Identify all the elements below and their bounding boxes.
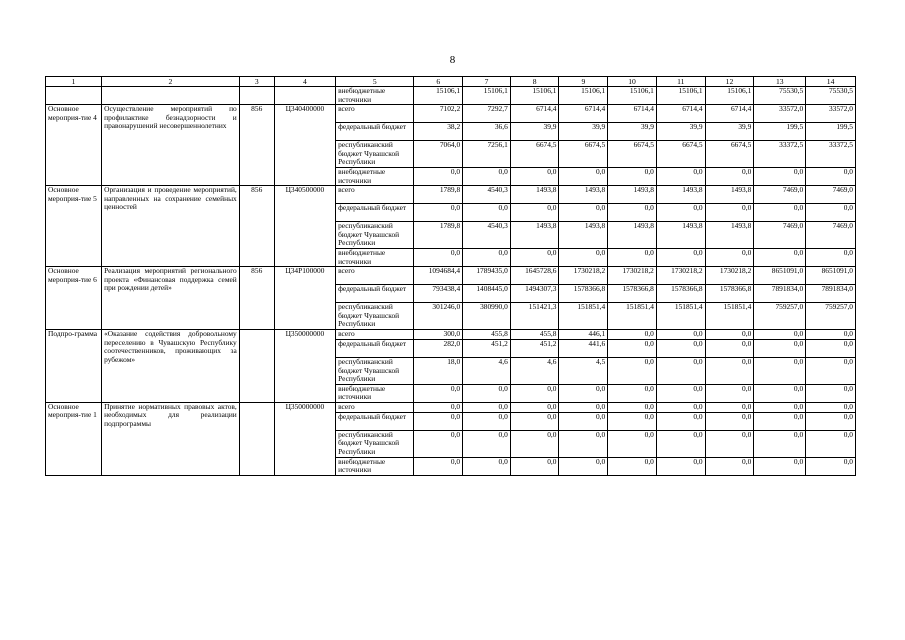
cell-value: 0,0 bbox=[559, 248, 608, 266]
cell-name bbox=[102, 87, 240, 105]
cell-value: 15106,1 bbox=[705, 87, 754, 105]
column-header: 8 bbox=[510, 77, 559, 87]
cell-value: 75530,5 bbox=[806, 87, 856, 105]
cell-value: 38,2 bbox=[414, 123, 463, 141]
cell-value: 0,0 bbox=[608, 384, 657, 402]
cell-value: 15106,1 bbox=[656, 87, 705, 105]
cell-value: 0,0 bbox=[414, 204, 463, 222]
cell-value: 15106,1 bbox=[510, 87, 559, 105]
cell-value: 6674,5 bbox=[559, 141, 608, 168]
table-row bbox=[46, 329, 856, 339]
table-row bbox=[46, 105, 856, 123]
cell-value: 793438,4 bbox=[414, 285, 463, 303]
cell-name: Осуществление мероприятий по профилактике безнадзорности и правонарушений несовершеннолетних bbox=[102, 105, 240, 186]
cell-value: 1730218,2 bbox=[656, 267, 705, 285]
cell-value: 0,0 bbox=[754, 248, 806, 266]
cell-source: федеральный бюджет bbox=[336, 339, 414, 357]
cell-grbs bbox=[239, 329, 274, 402]
column-header: 7 bbox=[463, 77, 511, 87]
cell-value: 1730218,2 bbox=[705, 267, 754, 285]
cell-value: 0,0 bbox=[463, 248, 511, 266]
cell-value: 0,0 bbox=[608, 457, 657, 475]
cell-source: внебюджетные источники bbox=[336, 384, 414, 402]
cell-value: 151851,4 bbox=[656, 303, 705, 330]
column-header: 10 bbox=[608, 77, 657, 87]
cell-value: 33372,5 bbox=[806, 141, 856, 168]
cell-value: 0,0 bbox=[806, 357, 856, 384]
cell-source: всего bbox=[336, 329, 414, 339]
cell-value: 6714,4 bbox=[656, 105, 705, 123]
cell-source: всего bbox=[336, 105, 414, 123]
cell-value: 446,1 bbox=[559, 329, 608, 339]
cell-value: 0,0 bbox=[463, 204, 511, 222]
cell-value: 1578366,8 bbox=[705, 285, 754, 303]
cell-value: 75530,5 bbox=[754, 87, 806, 105]
cell-source: федеральный бюджет bbox=[336, 412, 414, 430]
column-header: 6 bbox=[414, 77, 463, 87]
cell-value: 0,0 bbox=[656, 357, 705, 384]
cell-value: 0,0 bbox=[754, 357, 806, 384]
cell-value: 0,0 bbox=[510, 412, 559, 430]
cell-value: 15106,1 bbox=[463, 87, 511, 105]
cell-value: 6714,4 bbox=[510, 105, 559, 123]
cell-value: 0,0 bbox=[608, 430, 657, 457]
cell-value: 1730218,2 bbox=[608, 267, 657, 285]
cell-source: республиканский бюджет Чувашской Республики bbox=[336, 222, 414, 249]
cell-value: 0,0 bbox=[414, 457, 463, 475]
cell-value: 151421,3 bbox=[510, 303, 559, 330]
cell-value: 451,2 bbox=[510, 339, 559, 357]
cell-value: 0,0 bbox=[510, 384, 559, 402]
cell-value: 0,0 bbox=[806, 248, 856, 266]
cell-source: республиканский бюджет Чувашской Республики bbox=[336, 303, 414, 330]
cell-value: 0,0 bbox=[705, 167, 754, 185]
page-number: 8 bbox=[449, 54, 456, 66]
cell-value: 1493,8 bbox=[608, 222, 657, 249]
cell-value: 7256,1 bbox=[463, 141, 511, 168]
cell-value: 199,5 bbox=[754, 123, 806, 141]
cell-value: 0,0 bbox=[705, 204, 754, 222]
cell-value: 1493,8 bbox=[559, 186, 608, 204]
cell-value: 151851,4 bbox=[608, 303, 657, 330]
cell-value: 0,0 bbox=[656, 412, 705, 430]
cell-source: республиканский бюджет Чувашской Республики bbox=[336, 430, 414, 457]
column-header: 12 bbox=[705, 77, 754, 87]
cell-value: 1789435,0 bbox=[463, 267, 511, 285]
cell-value: 0,0 bbox=[656, 339, 705, 357]
budget-table bbox=[45, 76, 856, 476]
cell-value: 6674,5 bbox=[510, 141, 559, 168]
cell-value: 39,9 bbox=[705, 123, 754, 141]
cell-value: 4540,3 bbox=[463, 222, 511, 249]
cell-value: 0,0 bbox=[754, 329, 806, 339]
cell-value: 7064,0 bbox=[414, 141, 463, 168]
cell-value: 0,0 bbox=[806, 402, 856, 412]
cell-value: 4540,3 bbox=[463, 186, 511, 204]
cell-code: Ц350000000 bbox=[274, 402, 335, 475]
cell-value: 300,0 bbox=[414, 329, 463, 339]
cell-value: 6674,5 bbox=[705, 141, 754, 168]
cell-value: 0,0 bbox=[806, 412, 856, 430]
cell-grbs: 856 bbox=[239, 105, 274, 186]
cell-value: 0,0 bbox=[705, 339, 754, 357]
cell-value: 4,6 bbox=[463, 357, 511, 384]
cell-value: 39,9 bbox=[559, 123, 608, 141]
cell-value: 15106,1 bbox=[559, 87, 608, 105]
cell-value: 0,0 bbox=[656, 430, 705, 457]
cell-value: 0,0 bbox=[705, 402, 754, 412]
column-header: 11 bbox=[656, 77, 705, 87]
cell-source: внебюджетные источники bbox=[336, 457, 414, 475]
cell-value: 1493,8 bbox=[608, 186, 657, 204]
table-row bbox=[46, 186, 856, 204]
cell-value: 0,0 bbox=[414, 167, 463, 185]
cell-value: 1408445,0 bbox=[463, 285, 511, 303]
cell-value: 301246,0 bbox=[414, 303, 463, 330]
cell-value: 0,0 bbox=[705, 384, 754, 402]
cell-value: 0,0 bbox=[463, 402, 511, 412]
cell-value: 8651091,0 bbox=[806, 267, 856, 285]
cell-value: 0,0 bbox=[510, 204, 559, 222]
cell-source: всего bbox=[336, 267, 414, 285]
cell-source: внебюджетные источники bbox=[336, 167, 414, 185]
cell-value: 39,9 bbox=[510, 123, 559, 141]
cell-value: 18,0 bbox=[414, 357, 463, 384]
cell-value: 0,0 bbox=[608, 357, 657, 384]
cell-value: 0,0 bbox=[414, 384, 463, 402]
cell-value: 0,0 bbox=[705, 430, 754, 457]
cell-value: 7292,7 bbox=[463, 105, 511, 123]
cell-source: всего bbox=[336, 186, 414, 204]
cell-value: 33372,5 bbox=[754, 141, 806, 168]
cell-value: 0,0 bbox=[705, 457, 754, 475]
cell-value: 455,8 bbox=[463, 329, 511, 339]
cell-value: 0,0 bbox=[806, 457, 856, 475]
cell-value: 1645728,6 bbox=[510, 267, 559, 285]
table-row bbox=[46, 402, 856, 412]
cell-value: 0,0 bbox=[608, 167, 657, 185]
column-header: 9 bbox=[559, 77, 608, 87]
cell-value: 0,0 bbox=[559, 384, 608, 402]
cell-value: 0,0 bbox=[463, 167, 511, 185]
cell-source: республиканский бюджет Чувашской Республики bbox=[336, 141, 414, 168]
cell-source: внебюджетные источники bbox=[336, 248, 414, 266]
cell-value: 0,0 bbox=[754, 457, 806, 475]
cell-value: 0,0 bbox=[705, 329, 754, 339]
table-row bbox=[46, 87, 856, 105]
cell-value: 759257,0 bbox=[806, 303, 856, 330]
cell-name: Организация и проведение мероприятий, направленных на сохранение семейных ценностей bbox=[102, 186, 240, 267]
cell-value: 0,0 bbox=[754, 402, 806, 412]
cell-value: 33572,0 bbox=[806, 105, 856, 123]
cell-grbs: 856 bbox=[239, 267, 274, 330]
cell-value: 0,0 bbox=[510, 430, 559, 457]
cell-grbs bbox=[239, 402, 274, 475]
cell-value: 1789,8 bbox=[414, 222, 463, 249]
cell-value: 1493,8 bbox=[559, 222, 608, 249]
cell-value: 0,0 bbox=[656, 384, 705, 402]
cell-code: Ц34P100000 bbox=[274, 267, 335, 330]
cell-value: 0,0 bbox=[510, 402, 559, 412]
cell-value: 1493,8 bbox=[656, 222, 705, 249]
cell-value: 0,0 bbox=[510, 457, 559, 475]
cell-value: 1493,8 bbox=[705, 186, 754, 204]
cell-value: 282,0 bbox=[414, 339, 463, 357]
cell-code: Ц340500000 bbox=[274, 186, 335, 267]
cell-value: 0,0 bbox=[608, 412, 657, 430]
cell-value: 7469,0 bbox=[754, 186, 806, 204]
cell-value: 0,0 bbox=[608, 339, 657, 357]
cell-grbs bbox=[239, 87, 274, 105]
cell-value: 1493,8 bbox=[510, 186, 559, 204]
cell-value: 380990,0 bbox=[463, 303, 511, 330]
column-header: 3 bbox=[239, 77, 274, 87]
cell-value: 199,5 bbox=[806, 123, 856, 141]
cell-source: федеральный бюджет bbox=[336, 123, 414, 141]
cell-value: 4,5 bbox=[559, 357, 608, 384]
cell-value: 0,0 bbox=[559, 430, 608, 457]
cell-value: 451,2 bbox=[463, 339, 511, 357]
cell-value: 1493,8 bbox=[510, 222, 559, 249]
cell-value: 0,0 bbox=[559, 204, 608, 222]
cell-value: 1578366,8 bbox=[656, 285, 705, 303]
cell-value: 0,0 bbox=[510, 167, 559, 185]
column-header: 1 bbox=[46, 77, 102, 87]
cell-value: 7891834,0 bbox=[806, 285, 856, 303]
cell-value: 0,0 bbox=[656, 167, 705, 185]
cell-value: 0,0 bbox=[463, 412, 511, 430]
cell-value: 33572,0 bbox=[754, 105, 806, 123]
cell-source: республиканский бюджет Чувашской Республики bbox=[336, 357, 414, 384]
cell-value: 0,0 bbox=[559, 412, 608, 430]
cell-value: 455,8 bbox=[510, 329, 559, 339]
cell-value: 1730218,2 bbox=[559, 267, 608, 285]
cell-code bbox=[274, 87, 335, 105]
cell-name: «Оказание содействия добровольному переселению в Чувашскую Республику соотечественников, проживающих за рубежом» bbox=[102, 329, 240, 402]
cell-value: 0,0 bbox=[754, 412, 806, 430]
cell-value: 0,0 bbox=[806, 430, 856, 457]
cell-value: 0,0 bbox=[608, 402, 657, 412]
cell-value: 6714,4 bbox=[608, 105, 657, 123]
cell-kind: Основное мероприя-тие 5 bbox=[46, 186, 102, 267]
cell-value: 4,6 bbox=[510, 357, 559, 384]
cell-kind: Основное мероприя-тие 4 bbox=[46, 105, 102, 186]
cell-value: 0,0 bbox=[806, 167, 856, 185]
cell-value: 15106,1 bbox=[414, 87, 463, 105]
table-body bbox=[46, 87, 856, 476]
cell-value: 1578366,8 bbox=[608, 285, 657, 303]
column-header: 5 bbox=[336, 77, 414, 87]
column-header: 13 bbox=[754, 77, 806, 87]
cell-value: 151851,4 bbox=[705, 303, 754, 330]
cell-value: 0,0 bbox=[608, 248, 657, 266]
cell-value: 7469,0 bbox=[806, 186, 856, 204]
cell-value: 6674,5 bbox=[608, 141, 657, 168]
cell-value: 151851,4 bbox=[559, 303, 608, 330]
cell-value: 0,0 bbox=[510, 248, 559, 266]
table-row bbox=[46, 267, 856, 285]
cell-value: 0,0 bbox=[414, 412, 463, 430]
cell-value: 39,9 bbox=[608, 123, 657, 141]
cell-value: 7891834,0 bbox=[754, 285, 806, 303]
cell-value: 0,0 bbox=[414, 248, 463, 266]
cell-source: федеральный бюджет bbox=[336, 204, 414, 222]
cell-value: 0,0 bbox=[806, 204, 856, 222]
cell-value: 0,0 bbox=[705, 357, 754, 384]
cell-kind: Подпро-грамма bbox=[46, 329, 102, 402]
cell-value: 0,0 bbox=[656, 329, 705, 339]
cell-value: 36,6 bbox=[463, 123, 511, 141]
cell-kind: Основное мероприя-тие 6 bbox=[46, 267, 102, 330]
cell-value: 0,0 bbox=[559, 402, 608, 412]
cell-value: 0,0 bbox=[559, 457, 608, 475]
cell-value: 0,0 bbox=[414, 430, 463, 457]
cell-value: 0,0 bbox=[463, 430, 511, 457]
cell-value: 1094684,4 bbox=[414, 267, 463, 285]
cell-code: Ц350000000 bbox=[274, 329, 335, 402]
cell-value: 441,6 bbox=[559, 339, 608, 357]
cell-source: федеральный бюджет bbox=[336, 285, 414, 303]
cell-value: 0,0 bbox=[705, 412, 754, 430]
cell-value: 0,0 bbox=[806, 339, 856, 357]
cell-value: 0,0 bbox=[806, 384, 856, 402]
cell-value: 1494307,3 bbox=[510, 285, 559, 303]
cell-value: 7469,0 bbox=[806, 222, 856, 249]
cell-value: 0,0 bbox=[656, 248, 705, 266]
cell-value: 1493,8 bbox=[705, 222, 754, 249]
cell-value: 0,0 bbox=[754, 384, 806, 402]
cell-value: 0,0 bbox=[608, 204, 657, 222]
cell-value: 8651091,0 bbox=[754, 267, 806, 285]
cell-value: 6674,5 bbox=[656, 141, 705, 168]
header-row bbox=[46, 77, 856, 87]
cell-value: 0,0 bbox=[754, 339, 806, 357]
cell-value: 0,0 bbox=[754, 430, 806, 457]
cell-value: 0,0 bbox=[656, 204, 705, 222]
cell-value: 0,0 bbox=[463, 457, 511, 475]
cell-value: 15106,1 bbox=[608, 87, 657, 105]
cell-value: 7469,0 bbox=[754, 222, 806, 249]
cell-name: Реализация мероприятий регионального проекта «Финансовая поддержка семей при рождении детей» bbox=[102, 267, 240, 330]
column-header: 14 bbox=[806, 77, 856, 87]
cell-source: всего bbox=[336, 402, 414, 412]
cell-grbs: 856 bbox=[239, 186, 274, 267]
cell-value: 1789,8 bbox=[414, 186, 463, 204]
cell-value: 759257,0 bbox=[754, 303, 806, 330]
cell-value: 0,0 bbox=[608, 329, 657, 339]
cell-value: 0,0 bbox=[754, 204, 806, 222]
cell-value: 6714,4 bbox=[705, 105, 754, 123]
cell-value: 0,0 bbox=[656, 402, 705, 412]
cell-value: 39,9 bbox=[656, 123, 705, 141]
cell-kind: Основное мероприя-тие 1 bbox=[46, 402, 102, 475]
cell-kind bbox=[46, 87, 102, 105]
cell-value: 6714,4 bbox=[559, 105, 608, 123]
cell-value: 0,0 bbox=[705, 248, 754, 266]
cell-value: 7102,2 bbox=[414, 105, 463, 123]
cell-name: Принятие нормативных правовых актов, необходимых для реализации подпрограммы bbox=[102, 402, 240, 475]
cell-source: внебюджетные источники bbox=[336, 87, 414, 105]
cell-value: 0,0 bbox=[414, 402, 463, 412]
cell-value: 0,0 bbox=[656, 457, 705, 475]
cell-value: 1493,8 bbox=[656, 186, 705, 204]
cell-value: 0,0 bbox=[806, 329, 856, 339]
cell-value: 0,0 bbox=[559, 167, 608, 185]
column-header: 2 bbox=[102, 77, 240, 87]
cell-value: 0,0 bbox=[754, 167, 806, 185]
cell-value: 0,0 bbox=[463, 384, 511, 402]
column-header: 4 bbox=[274, 77, 335, 87]
cell-value: 1578366,8 bbox=[559, 285, 608, 303]
cell-code: Ц340400000 bbox=[274, 105, 335, 186]
